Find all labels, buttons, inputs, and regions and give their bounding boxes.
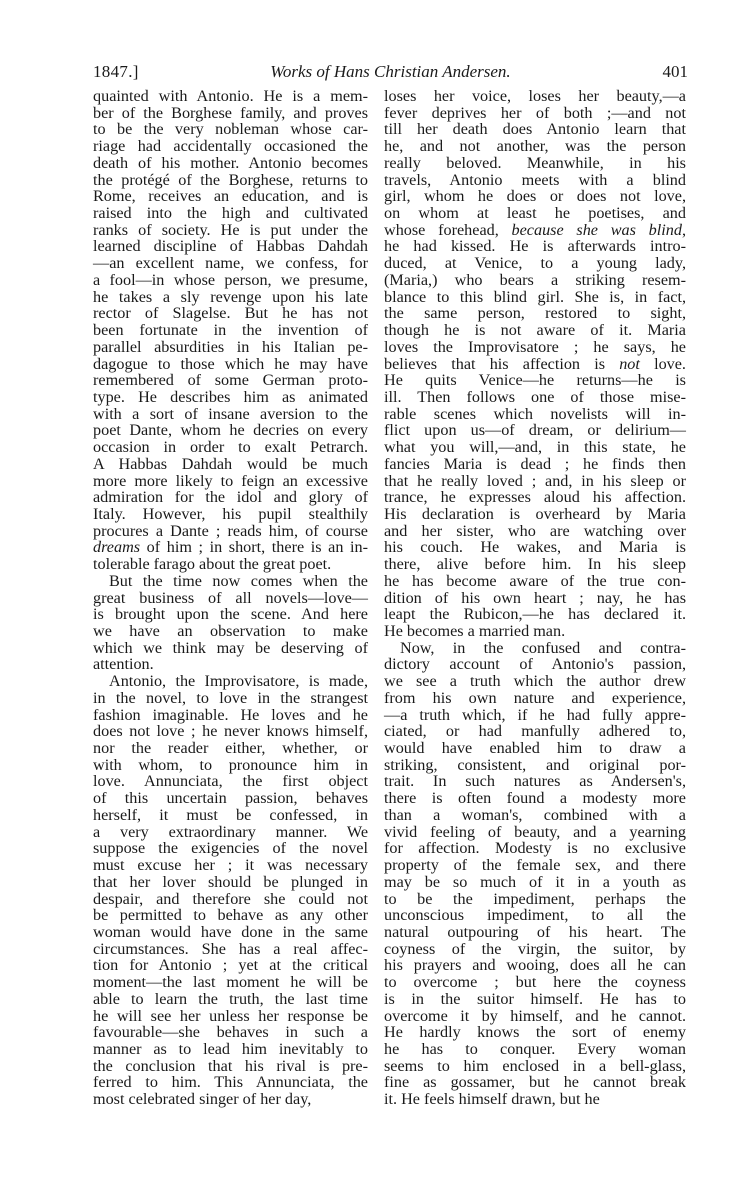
line-text: believes that his affection is bbox=[384, 354, 620, 373]
line-text: riage had accidentally occasioned the bbox=[93, 137, 368, 156]
text-line bbox=[93, 1041, 368, 1058]
text-line bbox=[93, 188, 368, 205]
text-line bbox=[384, 907, 686, 924]
line-text: circumstances. She has a real affec- bbox=[93, 939, 368, 958]
line-text: ill. Then follows one of those mise- bbox=[384, 387, 686, 406]
text-line bbox=[93, 991, 368, 1008]
text-line bbox=[384, 974, 686, 991]
text-line bbox=[93, 1091, 368, 1108]
line-text: trance, he expresses aloud his affection. bbox=[384, 488, 686, 507]
text-line bbox=[384, 723, 686, 740]
text-line bbox=[384, 489, 686, 506]
line-text: what you will,—and, in this state, he bbox=[384, 438, 686, 457]
line-text: procures a Dante ; reads him, of course bbox=[93, 521, 368, 540]
line-text: vivid feeling of beauty, and a yearning bbox=[384, 822, 686, 841]
text-line bbox=[93, 506, 368, 523]
text-line bbox=[93, 155, 368, 172]
line-text: for affection. Modesty is no exclusive bbox=[384, 839, 686, 858]
page-number: 401 bbox=[662, 62, 688, 81]
line-text-tail: love. bbox=[639, 354, 686, 373]
text-line bbox=[93, 824, 368, 841]
line-text: nor the reader either, whether, or bbox=[93, 739, 368, 758]
line-text: though he is not aware of it. Maria bbox=[384, 321, 686, 340]
text-line bbox=[93, 690, 368, 707]
line-text: ranks of society. He is put under the bbox=[93, 220, 368, 239]
text-line bbox=[93, 105, 368, 122]
text-line bbox=[384, 272, 686, 289]
line-text: trait. In such natures as Andersen's, bbox=[384, 772, 686, 791]
text-line bbox=[93, 606, 368, 623]
line-text: to overcome ; but here the coyness bbox=[384, 973, 686, 992]
text-line bbox=[384, 840, 686, 857]
line-text: a fool—in whose person, we presume, bbox=[93, 270, 368, 289]
text-line bbox=[93, 707, 368, 724]
line-text: He becomes a married man. bbox=[384, 622, 566, 640]
line-text: be permitted to behave as any other bbox=[93, 906, 368, 925]
text-line bbox=[384, 305, 686, 322]
line-text: natural outpouring of his heart. The bbox=[384, 922, 686, 941]
text-line bbox=[384, 105, 686, 122]
text-line bbox=[93, 573, 368, 590]
header-year: 1847.] bbox=[93, 62, 139, 81]
text-line bbox=[384, 924, 686, 941]
text-line bbox=[93, 590, 368, 607]
line-text: ber of the Borghese family, and proves bbox=[93, 103, 368, 122]
line-text: quainted with Antonio. He is a mem- bbox=[93, 87, 368, 105]
line-text: fine as gossamer, but he cannot break bbox=[384, 1073, 686, 1092]
line-text: he will see her unless her response be bbox=[93, 1006, 368, 1025]
line-text: woman would have done in the same bbox=[93, 922, 368, 941]
text-line bbox=[384, 1008, 686, 1025]
line-text: the protégé of the Borghese, returns to bbox=[93, 170, 368, 189]
line-text: Italy. However, his pupil stealthily bbox=[93, 504, 368, 523]
text-line bbox=[384, 673, 686, 690]
text-line bbox=[384, 255, 686, 272]
line-text: type. He describes him as animated bbox=[93, 387, 368, 406]
line-text: tolerable farago about the great poet. bbox=[93, 555, 332, 574]
line-text: in the novel, to love in the strangest bbox=[93, 688, 368, 707]
line-text: ferred to him. This Annunciata, the bbox=[93, 1073, 368, 1092]
text-line bbox=[384, 606, 686, 623]
text-line bbox=[384, 707, 686, 724]
line-text: blance to this blind girl. She is, in fact, bbox=[384, 287, 686, 306]
line-text: that he really loved ; and, in his sleep or bbox=[384, 471, 686, 490]
text-line bbox=[93, 372, 368, 389]
text-line bbox=[93, 790, 368, 807]
line-text: the same person, restored to sight, bbox=[384, 304, 686, 323]
line-text: parallel absurdities in his Italian pe- bbox=[93, 337, 368, 356]
line-text: —an excellent name, we confess, for bbox=[93, 254, 368, 273]
line-text: girl, whom he does or does not love, bbox=[384, 187, 686, 206]
line-text: poet Dante, whom he decries on every bbox=[93, 421, 368, 440]
text-line bbox=[384, 1058, 686, 1075]
line-text: herself, it must be confessed, in bbox=[93, 805, 368, 824]
line-text: must excuse her ; it was necessary bbox=[93, 856, 368, 875]
text-line bbox=[384, 523, 686, 540]
text-line bbox=[93, 205, 368, 222]
line-text: despair, and therefore she could not bbox=[93, 889, 368, 908]
text-line bbox=[384, 222, 686, 239]
text-line bbox=[384, 372, 686, 389]
text-line bbox=[384, 773, 686, 790]
line-text: Now, in the confused and contra- bbox=[400, 638, 686, 657]
text-line bbox=[384, 824, 686, 841]
line-text: rable scenes which novelists will in- bbox=[384, 404, 686, 423]
header-title: Works of Hans Christian Andersen. bbox=[270, 62, 511, 81]
text-line bbox=[384, 690, 686, 707]
line-text: with a sort of insane aversion to the bbox=[93, 404, 368, 423]
text-line bbox=[93, 656, 368, 673]
text-line bbox=[93, 957, 368, 974]
text-line bbox=[93, 807, 368, 824]
line-text: ciated, or had manfully adhered to, bbox=[384, 722, 686, 741]
line-text: overcome it by himself, and he cannot. bbox=[384, 1006, 686, 1025]
line-text: fever deprives her of both ;—and not bbox=[384, 103, 686, 122]
text-line bbox=[93, 305, 368, 322]
text-line bbox=[384, 155, 686, 172]
line-text: travels, Antonio meets with a blind bbox=[384, 170, 686, 189]
text-line bbox=[93, 339, 368, 356]
line-text: may be so much of it in a youth as bbox=[384, 872, 686, 891]
text-line bbox=[93, 88, 368, 105]
text-line bbox=[384, 422, 686, 439]
line-text: on whom at least he poetises, and bbox=[384, 204, 686, 223]
line-text: great business of all novels—love— bbox=[93, 588, 368, 607]
line-text: admiration for the idol and glory of bbox=[93, 488, 368, 507]
line-text: he takes a sly revenge upon his late bbox=[93, 287, 368, 306]
text-line bbox=[384, 623, 686, 640]
line-text: his prayers and wooing, does all he can bbox=[384, 956, 686, 975]
text-line bbox=[93, 489, 368, 506]
line-text: his couch. He wakes, and Maria is bbox=[384, 538, 686, 557]
text-line bbox=[384, 456, 686, 473]
text-line bbox=[384, 640, 686, 657]
line-text: of this uncertain passion, behaves bbox=[93, 789, 368, 808]
italic-text: because she was blind bbox=[511, 220, 682, 239]
text-line bbox=[93, 272, 368, 289]
line-text: is in the suitor himself. He has to bbox=[384, 989, 686, 1008]
line-text: rector of Slagelse. But he has not bbox=[93, 304, 368, 323]
text-line bbox=[384, 88, 686, 105]
text-line bbox=[384, 1091, 686, 1108]
text-line bbox=[93, 255, 368, 272]
text-line bbox=[93, 238, 368, 255]
line-text: that her lover should be plunged in bbox=[93, 872, 368, 891]
line-text: does not love ; he never knows himself, bbox=[93, 722, 368, 741]
text-line bbox=[384, 891, 686, 908]
line-text: really beloved. Meanwhile, in his bbox=[384, 153, 686, 172]
line-text: and her sister, who are watching over bbox=[384, 521, 686, 540]
text-line bbox=[93, 473, 368, 490]
line-text: He hardly knows the sort of enemy bbox=[384, 1023, 686, 1042]
line-text: it. He feels himself drawn, but he bbox=[384, 1090, 600, 1109]
line-text: there is often found a modesty more bbox=[384, 789, 686, 808]
line-text: most celebrated singer of her day, bbox=[93, 1090, 312, 1109]
text-line bbox=[384, 406, 686, 423]
line-text: duced, at Venice, to a young lady, bbox=[384, 254, 686, 273]
text-line bbox=[93, 556, 368, 573]
text-line bbox=[384, 874, 686, 891]
left-text-column bbox=[93, 88, 368, 1108]
line-text: would have enabled him to draw a bbox=[384, 739, 686, 758]
line-text: dition of his own heart ; nay, he has bbox=[384, 588, 686, 607]
text-line bbox=[93, 974, 368, 991]
line-text: raised into the high and cultivated bbox=[93, 204, 368, 223]
line-text: love. Annunciata, the first object bbox=[93, 772, 368, 791]
text-line bbox=[93, 138, 368, 155]
line-text: is brought upon the scene. And here bbox=[93, 605, 368, 624]
text-line bbox=[93, 941, 368, 958]
text-line bbox=[93, 924, 368, 941]
text-line bbox=[93, 222, 368, 239]
line-text: loses her voice, loses her beauty,—a bbox=[384, 87, 686, 105]
line-text: He quits Venice—he returns—he is bbox=[384, 371, 686, 390]
line-text: property of the female sex, and there bbox=[384, 856, 686, 875]
line-text: coyness of the virgin, the suitor, by bbox=[384, 939, 686, 958]
line-text: loves the Improvisatore ; he says, he bbox=[384, 337, 686, 356]
text-line bbox=[93, 623, 368, 640]
text-line bbox=[93, 757, 368, 774]
line-text: dagogue to those which he may have bbox=[93, 354, 368, 373]
text-line bbox=[93, 456, 368, 473]
text-line bbox=[384, 439, 686, 456]
text-line bbox=[93, 673, 368, 690]
line-text: leapt the Rubicon,—he has declared it. bbox=[384, 605, 686, 624]
line-text: which we think may be deserving of bbox=[93, 638, 368, 657]
text-line bbox=[93, 1074, 368, 1091]
line-text: more more likely to feign an excessive bbox=[93, 471, 368, 490]
text-line bbox=[384, 205, 686, 222]
line-text: there, alive before him. In his sleep bbox=[384, 555, 686, 574]
text-line bbox=[384, 539, 686, 556]
text-line bbox=[93, 406, 368, 423]
line-text: Rome, receives an education, and is bbox=[93, 187, 368, 206]
text-line bbox=[93, 840, 368, 857]
line-text: to be the very nobleman whose car- bbox=[93, 120, 368, 139]
line-text: moment—the last moment he will be bbox=[93, 973, 368, 992]
text-line bbox=[384, 556, 686, 573]
line-text: to be the impediment, perhaps the bbox=[384, 889, 686, 908]
line-text: fashion imaginable. He loves and he bbox=[93, 705, 368, 724]
text-line bbox=[93, 723, 368, 740]
text-line bbox=[93, 439, 368, 456]
text-line bbox=[384, 790, 686, 807]
right-text-column bbox=[384, 88, 686, 1108]
text-line bbox=[93, 857, 368, 874]
italic-text: dreams bbox=[93, 538, 141, 557]
line-text: till her death does Antonio learn that bbox=[384, 120, 686, 139]
text-line bbox=[384, 1074, 686, 1091]
line-text: A Habbas Dahdah would be much bbox=[93, 454, 368, 473]
text-line bbox=[384, 807, 686, 824]
line-text: we see a truth which the author drew bbox=[384, 672, 686, 691]
line-text: suppose the exigencies of the novel bbox=[93, 839, 368, 858]
text-line bbox=[93, 389, 368, 406]
line-text: seems to him enclosed in a bell-glass, bbox=[384, 1056, 686, 1075]
text-line bbox=[384, 506, 686, 523]
text-line bbox=[384, 473, 686, 490]
text-line bbox=[93, 539, 368, 556]
line-text: he has to conquer. Every woman bbox=[384, 1039, 686, 1058]
line-text: —a truth which, if he had fully appre- bbox=[384, 705, 686, 724]
italic-text: not bbox=[619, 354, 640, 373]
text-line bbox=[384, 389, 686, 406]
text-line bbox=[384, 188, 686, 205]
text-line bbox=[93, 523, 368, 540]
running-header bbox=[93, 62, 688, 84]
text-line bbox=[384, 121, 686, 138]
line-text: than a woman's, combined with a bbox=[384, 805, 686, 824]
line-text: striking, consistent, and original por- bbox=[384, 755, 686, 774]
line-text: death of his mother. Antonio becomes bbox=[93, 153, 368, 172]
text-line bbox=[93, 422, 368, 439]
text-line bbox=[93, 907, 368, 924]
line-text: remembered of some German proto- bbox=[93, 371, 368, 390]
text-line bbox=[384, 172, 686, 189]
text-line bbox=[384, 941, 686, 958]
line-text: been fortunate in the invention of bbox=[93, 321, 368, 340]
text-line bbox=[93, 121, 368, 138]
line-text: a very extraordinary manner. We bbox=[93, 822, 368, 841]
line-text: whose forehead, bbox=[384, 220, 512, 239]
line-text: of him ; in short, there is an in- bbox=[140, 538, 368, 557]
line-text: the conclusion that his rival is pre- bbox=[93, 1056, 368, 1075]
text-line bbox=[93, 1008, 368, 1025]
text-line bbox=[93, 1024, 368, 1041]
text-line bbox=[384, 1041, 686, 1058]
line-text: manner as to lead him inevitably to bbox=[93, 1039, 368, 1058]
text-line bbox=[384, 339, 686, 356]
text-line bbox=[384, 289, 686, 306]
text-line bbox=[384, 757, 686, 774]
text-line bbox=[384, 740, 686, 757]
line-text: unconscious impediment, to all the bbox=[384, 906, 686, 925]
line-text: he has become aware of the true con- bbox=[384, 571, 686, 590]
text-line bbox=[384, 356, 686, 373]
line-text: we have an observation to make bbox=[93, 622, 368, 640]
text-line bbox=[93, 874, 368, 891]
line-text: dictory account of Antonio's passion, bbox=[384, 655, 686, 674]
line-text: attention. bbox=[93, 655, 154, 674]
line-text: But the time now comes when the bbox=[109, 571, 368, 590]
text-line bbox=[384, 656, 686, 673]
line-text: fancies Maria is dead ; he finds then bbox=[384, 454, 686, 473]
text-line bbox=[384, 238, 686, 255]
text-line bbox=[93, 740, 368, 757]
text-line bbox=[93, 172, 368, 189]
text-line bbox=[384, 322, 686, 339]
line-text: with whom, to pronounce him in bbox=[93, 755, 368, 774]
text-line bbox=[384, 991, 686, 1008]
text-line bbox=[93, 1058, 368, 1075]
text-line bbox=[384, 1024, 686, 1041]
text-line bbox=[384, 138, 686, 155]
line-text: His declaration is overheard by Maria bbox=[384, 504, 686, 523]
text-line bbox=[93, 640, 368, 657]
text-line bbox=[384, 590, 686, 607]
text-line bbox=[384, 573, 686, 590]
text-line bbox=[384, 857, 686, 874]
line-text: Antonio, the Improvisatore, is made, bbox=[109, 672, 368, 691]
line-text: flict upon us—of dream, or delirium— bbox=[384, 421, 686, 440]
line-text: able to learn the truth, the last time bbox=[93, 989, 368, 1008]
line-text: from his own nature and experience, bbox=[384, 688, 686, 707]
text-line bbox=[384, 957, 686, 974]
line-text-tail: , bbox=[681, 220, 686, 239]
text-line bbox=[93, 773, 368, 790]
line-text: (Maria,) who bears a striking resem- bbox=[384, 270, 686, 289]
line-text: occasion in order to exalt Petrarch. bbox=[93, 438, 368, 457]
line-text: favourable—she behaves in such a bbox=[93, 1023, 368, 1042]
text-line bbox=[93, 322, 368, 339]
line-text: tion for Antonio ; yet at the critical bbox=[93, 956, 368, 975]
line-text: learned discipline of Habbas Dahdah bbox=[93, 237, 368, 256]
text-line bbox=[93, 289, 368, 306]
text-line bbox=[93, 891, 368, 908]
line-text: he had kissed. He is afterwards intro- bbox=[384, 237, 686, 256]
line-text: he, and not another, was the person bbox=[384, 137, 686, 156]
text-line bbox=[93, 356, 368, 373]
